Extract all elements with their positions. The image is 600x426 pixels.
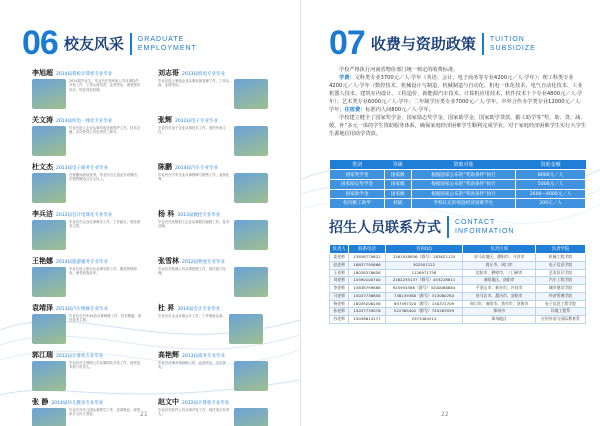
alumni-item [158, 115, 268, 156]
contact-cell: 苏老师 [330, 315, 349, 323]
section-title-en [138, 35, 197, 53]
contact-title-en [455, 218, 514, 236]
contact-cell: 2162255137（群号）453228811 [385, 277, 463, 285]
dorm-label: 住宿费： [344, 107, 366, 113]
alumni-name [32, 115, 142, 125]
header-divider [130, 33, 132, 55]
contact-header-cell: 负责人 [330, 245, 349, 254]
alumni-name [32, 68, 142, 78]
alumni-body [158, 173, 268, 203]
alumni-body [32, 361, 142, 391]
alumni-description: 毕业后在企业从事财务工作，工作踏实，现任财务主管。 [69, 220, 141, 229]
funding-table-wrap [329, 160, 586, 209]
alumni-name-text: 李旭超 [32, 69, 53, 77]
contact-cell: 18038378658 [349, 269, 385, 277]
alumni-description: 毕业后在企业从事会计工作，工作细致认真。 [158, 314, 226, 318]
section-title-en-1: GRADUATE [137, 35, 185, 43]
contact-row [330, 262, 586, 270]
contact-row [330, 315, 586, 323]
contact-row [330, 308, 586, 316]
contact-cell: 13838770622 [349, 254, 385, 262]
contact-cell: 电子信息工程学院 [535, 300, 585, 308]
contact-cell: 艺术设计学院 [535, 269, 585, 277]
alumni-body [32, 220, 142, 250]
alumni-photo [234, 126, 268, 156]
alumni-body [158, 267, 268, 297]
funding-header-cell: 等级 [384, 160, 411, 170]
funding-table-body [330, 170, 586, 208]
contact-cell: 驻马店地区、濮阳市、开封市 [463, 254, 536, 262]
alumni-description: 毕业后在物流公司从事管理工作，现任部门经理。 [158, 267, 226, 276]
alumni-name-text: 郭江瑞 [32, 351, 53, 359]
alumni-column-1 [32, 68, 142, 426]
alumni-item [158, 256, 268, 297]
section-title: 收费与资助政策 [370, 35, 476, 53]
alumni-description: 毕业后在软件公司从事开发工作，现任项目负责人。 [158, 408, 230, 417]
alumni-body [158, 126, 268, 156]
funding-cell: 学校认定的家庭经济困难学生 [411, 199, 516, 209]
alumni-photo [32, 126, 66, 156]
section-number: 07 [329, 24, 365, 62]
alumni-role: 2012届物流专业毕业 [182, 260, 225, 265]
fee-label: 学费： [339, 75, 355, 81]
alumni-name [158, 256, 268, 266]
alumni-role: 2014届汽车专业毕业 [175, 166, 218, 171]
alumni-item [158, 350, 268, 391]
section-title-en-2: SUBSIDIZE [489, 44, 536, 52]
fee-policy-text [329, 66, 586, 138]
contact-row [330, 269, 586, 277]
alumni-column-2 [158, 68, 268, 426]
contact-title-en-2: INFORMATION [455, 228, 515, 235]
page-number-left: 21 [140, 411, 148, 418]
contact-table [329, 244, 586, 324]
alumni-role: 2012届电子专业毕业 [175, 119, 218, 124]
right-header [329, 24, 536, 63]
alumni-body [158, 361, 268, 391]
alumni-item [32, 68, 142, 109]
section-title: 校友风采 [63, 35, 124, 53]
contact-cell: 2973464313 [385, 315, 463, 323]
funding-cell: 200元／人 [516, 199, 586, 209]
alumni-item [32, 115, 142, 156]
fee-paragraph-2 [329, 74, 586, 114]
alumni-item [158, 209, 268, 250]
contact-cell: 738159380（群号）313080784 [385, 292, 463, 300]
contact-cell: 平顶山市、新乡市、许昌市 [463, 285, 536, 293]
alumni-description: 毕业后在汽车企业从事维修与销售工作，表现优秀。 [158, 173, 230, 182]
alumni-name [158, 303, 268, 313]
funding-cell: 国家级 [384, 189, 411, 199]
section-title-en [490, 35, 536, 53]
alumni-role: 2014届幼儿教育专业毕业 [51, 401, 104, 406]
alumni-name [158, 350, 268, 360]
page-number-right: 22 [441, 411, 449, 418]
contact-cell: 环境工程系 [535, 308, 585, 316]
alumni-name-text: 赵文中 [158, 398, 179, 406]
funding-header-cell: 资助对象 [411, 160, 516, 170]
alumni-name-text: 王艳娜 [32, 257, 53, 265]
contact-cell: 城市建设学院 [535, 285, 585, 293]
alumni-photo [234, 267, 268, 297]
alumni-name-text: 张雪林 [158, 257, 179, 265]
alumni-role: 2014届我校计算机专业毕业 [56, 72, 113, 77]
contact-cell: 18837795866 [349, 262, 385, 270]
contact-title-en-1: CONTACT [455, 219, 496, 226]
contact-cell: 郑州地区 [463, 315, 536, 323]
contact-cell: 697597320（群号）150372709 [385, 300, 463, 308]
alumni-description: 毕业后从事市场营销工作，业绩突出，多次获奖。 [158, 361, 226, 370]
contact-header-cell: 负责学院 [535, 245, 585, 254]
alumni-name-text: 刘志哥 [158, 69, 179, 77]
contact-cell: 杨老师 [330, 300, 349, 308]
alumni-body [32, 267, 142, 297]
dorm-detail: 标准内人间800元／人·学年。 [365, 107, 434, 113]
funding-table-header [330, 160, 586, 170]
alumni-name-text: 张 静 [32, 398, 49, 406]
contact-cell: 15037736858 [349, 292, 385, 300]
alumni-name-text: 杜 昇 [158, 304, 175, 312]
alumni-photo [234, 408, 268, 426]
alumni-role: 2013届机电专业毕业 [182, 72, 225, 77]
alumni-description: 毕业后在互联网公司从事网站开发工作，现任技术部门负责人。 [69, 361, 141, 370]
funding-table [329, 160, 586, 209]
left-header [22, 24, 197, 63]
contact-cell: 应用外语与国际教育系 [535, 315, 585, 323]
alumni-photo [234, 220, 268, 250]
contact-cell: 1261928856（群号）283622125 [385, 254, 463, 262]
contact-cell: 电子信息学院 [535, 262, 585, 270]
alumni-name [158, 162, 268, 172]
fee-paragraph-3: 学校建立健全了国家奖学金、国家励志奖学金、国家助学金、国家助学贷款、勤工助学等“奖、助、贷、减、缓、补”多元一体的学生资助服务体系，确保家庭经济困难学生顺利完成学业。对于家庭经济困难学生实行大学生生源地信用助学贷款。 [329, 115, 586, 137]
contact-cell: 孙老师 [330, 308, 349, 316]
alumni-role: 2014届机电一体化专业毕业 [56, 119, 113, 124]
contact-cell: 赵老师 [330, 262, 349, 270]
funding-row [330, 199, 586, 209]
contact-cell: 王老师 [330, 269, 349, 277]
contact-cell: 522365402（群号）745283559 [385, 308, 463, 316]
funding-cell: 根据国家公布的“奖助条件”执行 [411, 179, 516, 189]
contact-row [330, 254, 586, 262]
funding-cell: 国家级 [384, 179, 411, 189]
contact-cell: 18039206256 [349, 300, 385, 308]
alumni-body [158, 79, 268, 109]
contact-cell: 15038612277 [349, 315, 385, 323]
contact-cell: 商丘市、周口市 [463, 262, 536, 270]
funding-header-cell: 资助金额 [516, 160, 586, 170]
alumni-photo [32, 79, 66, 109]
funding-row [330, 179, 586, 189]
contact-cell: 经济管理学院 [535, 292, 585, 300]
alumni-body [32, 314, 142, 344]
contact-row [330, 277, 586, 285]
contact-header [329, 216, 514, 238]
alumni-description: 毕业后在机械加工企业从事数控编程工作，技术过硬。 [158, 220, 230, 229]
alumni-description: 在校期间表现优秀，毕业后自主创业开设网店，年销售额达百万元以上。 [69, 173, 141, 182]
alumni-name [158, 397, 268, 407]
alumni-name-text: 张辉 [158, 116, 172, 124]
alumni-name-text: 陈鹏 [158, 163, 172, 171]
contact-header-cell: 联系电话 [349, 245, 385, 254]
alumni-name [32, 256, 142, 266]
funding-cell: 8000元／人 [516, 170, 586, 180]
alumni-item [32, 397, 142, 426]
contact-cell: 南阳地区、洛阳市 [463, 277, 536, 285]
contact-cell: 信阳市、鹤壁市、三门峡市 [463, 269, 536, 277]
contact-header-cell: 咨询QQ [385, 245, 463, 254]
contact-title: 招生人员联系方式 [329, 220, 441, 236]
alumni-name [32, 350, 142, 360]
alumni-name-text: 杨 科 [158, 210, 175, 218]
alumni-role: 2014届会计专业毕业 [177, 307, 221, 312]
alumni-name [32, 162, 142, 172]
alumni-name-text: 杜文杰 [32, 163, 53, 171]
funding-header-cell: 类别 [330, 160, 385, 170]
alumni-description: 2014届毕业生，毕业后在郑州某公司从事软件开发工作，工作认真负责，业绩突出，深受领导好评，现任项目经理。 [69, 79, 141, 92]
alumni-role: 2012届计算机专业毕业 [182, 401, 230, 406]
alumni-description: 毕业后进入旅行社从事导游工作，服务热情周到，深受游客好评。 [69, 267, 137, 276]
contact-cell: 刘老师 [330, 277, 349, 285]
alumni-role: 2014届旅游服务专业毕业 [56, 260, 108, 265]
contact-table-wrap [329, 244, 586, 324]
contact-cell: 驻马店市、漯河市、安阳市 [463, 292, 536, 300]
contact-cell: 汽车工程学院 [535, 277, 585, 285]
alumni-item [158, 162, 268, 203]
alumni-name [158, 209, 268, 219]
alumni-photo [234, 173, 268, 203]
section-title-en-2: EMPLOYMENT [137, 44, 197, 52]
alumni-description: 毕业后在汽车4S店从事维修工作，技术精湛，现任技术主管。 [69, 314, 142, 323]
section-title-en-1: TUITION [489, 35, 525, 43]
funding-cell: 国家助学金 [330, 189, 385, 199]
alumni-item [32, 303, 142, 344]
header-divider [482, 33, 484, 55]
alumni-name-text: 袁靖泽 [32, 304, 53, 312]
contact-cell: 郑州市 [463, 308, 536, 316]
alumni-body [32, 408, 142, 426]
contact-cell: 周口市、南阳市、焦作市、济源市 [463, 300, 536, 308]
funding-row [330, 170, 586, 180]
alumni-item [32, 350, 142, 391]
contact-cell: 1126971758 [385, 269, 463, 277]
alumni-description: 毕业后在电子企业从事技术工作，现任车间主任。 [158, 126, 226, 135]
contact-cell: 机械工程学院 [535, 254, 585, 262]
alumni-name [158, 68, 268, 78]
alumni-photo [32, 361, 66, 391]
alumni-name [32, 209, 142, 219]
alumni-body [32, 126, 142, 156]
contact-header-cell: 负责区域 [463, 245, 536, 254]
alumni-body [158, 408, 268, 426]
alumni-description: 毕业后在幼儿园从事教学工作，爱岗敬业，深受家长与孩子喜爱。 [69, 408, 141, 417]
alumni-item [158, 303, 268, 344]
contact-row [330, 285, 586, 293]
funding-cell: 国家级 [384, 170, 411, 180]
fee-paragraph-1: 学校严格执行河南省物价部门统一核定的收费标准。 [339, 67, 459, 73]
alumni-photo [234, 79, 268, 109]
alumni-photo [32, 408, 66, 426]
header-divider [447, 216, 449, 238]
alumni-role: 2013届汽车维修专业毕业 [56, 307, 108, 312]
alumni-role: 2012届会计电算化专业毕业 [56, 213, 113, 218]
funding-cell: 根据国家公布的“奖助条件”执行 [411, 189, 516, 199]
funding-row [330, 189, 586, 199]
alumni-role: 2013届电子商务专业毕业 [56, 166, 108, 171]
funding-cell: 国家奖学金 [330, 170, 385, 180]
funding-cell: 校内勤工助学 [330, 199, 385, 209]
alumni-name-text: 高艳辉 [158, 351, 179, 359]
alumni-description: 毕业后进入企业从事机电设备维护工作，技术过硬，多次获得公司优秀员工称号。 [69, 126, 141, 135]
contact-row [330, 292, 586, 300]
section-number: 06 [22, 24, 58, 62]
funding-cell: 5000元／人 [516, 179, 586, 189]
alumni-item [32, 256, 142, 297]
alumni-photo [32, 220, 66, 250]
contact-cell: 15590100700 [349, 277, 385, 285]
alumni-name [32, 303, 142, 313]
contact-cell: 925954588（群号）3200086884 [385, 285, 463, 293]
alumni-name [32, 397, 142, 407]
alumni-description: 毕业后进入制造企业从事设备管理工作，工作认真，业绩突出。 [158, 79, 230, 88]
alumni-body [158, 220, 268, 250]
alumni-name-text: 李兵洁 [32, 210, 53, 218]
alumni-body [158, 314, 268, 344]
alumni-name [158, 115, 268, 125]
contact-table-body [330, 254, 586, 323]
alumni-item [32, 209, 142, 250]
alumni-photo [234, 361, 268, 391]
alumni-item [32, 162, 142, 203]
contact-table-header [330, 245, 586, 254]
alumni-role: 2013届商务专业毕业 [182, 354, 225, 359]
contact-row [330, 300, 586, 308]
alumni-photo [32, 173, 66, 203]
contact-cell: 马老师 [330, 292, 349, 300]
alumni-photo [32, 267, 66, 297]
alumni-role: 2012届计算机专业毕业 [56, 354, 104, 359]
decorative-swirl [301, 0, 600, 425]
alumni-photo [229, 314, 263, 344]
contact-cell: 15838799888 [349, 285, 385, 293]
alumni-body [32, 173, 142, 203]
alumni-photo [32, 314, 66, 344]
fee-detail: 文科类专业3700元／人·学年（英语、会计、电子商务等专业4200元／人·学年）；理工科类专业4200元／人·学年（数控技术、机械设计与制造、机械制造与自动化、机电一体化技术、电气自动化技术、工业机器人技术、建筑室内设计、工程造价、新能源汽车技术、计算机应用技术、软件技术十个专业4800元／人·学年）；艺术类专业6000元／人·学年；二年制学历类专业7000元／人·学年。中外合作办学类专业12000元／人·学年； [329, 75, 583, 113]
alumni-item [158, 68, 268, 109]
alumni-name-text: 关文涛 [32, 116, 53, 124]
contact-cell: 302507122 [385, 262, 463, 270]
contact-cell: 李老师 [330, 285, 349, 293]
right-page [300, 0, 600, 426]
funding-cell: 校级 [384, 199, 411, 209]
funding-cell: 2600—4000元／人 [516, 189, 586, 199]
contact-cell: 15037739076 [349, 308, 385, 316]
funding-cell: 国家励志奖学金 [330, 179, 385, 189]
alumni-role: 2013届数控专业毕业 [177, 213, 221, 218]
alumni-body [32, 79, 142, 109]
contact-cell: 姜老师 [330, 254, 349, 262]
alumni-item [158, 397, 268, 426]
funding-cell: 根据国家公布的“奖助条件”执行 [411, 170, 516, 180]
